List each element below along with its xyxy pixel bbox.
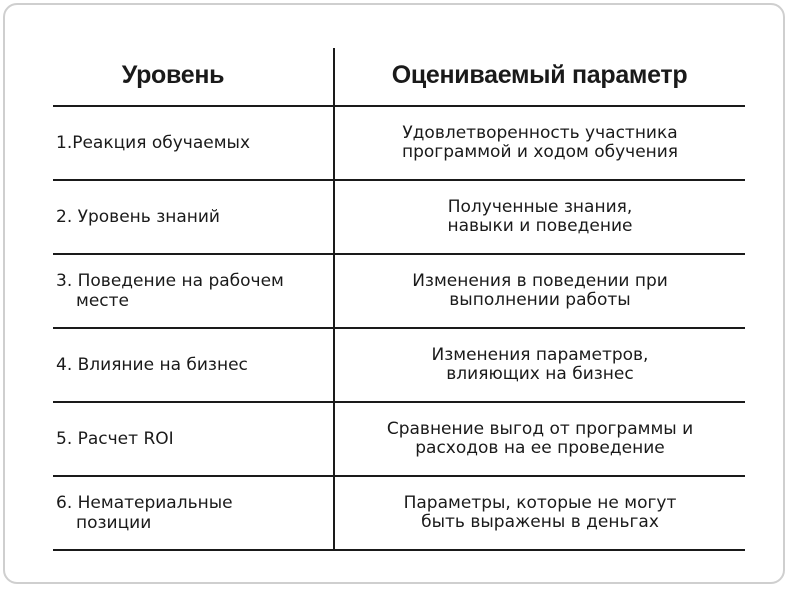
- level-text: 1.Реакция обучаемых: [56, 133, 251, 153]
- level-text: 2. Уровень знаний: [56, 207, 220, 227]
- level-cell: [56, 477, 326, 549]
- parameter-text: Параметры, которые не могут быть выражены в деньгах: [403, 493, 677, 532]
- header-parameter: Оцениваемый параметр: [391, 60, 688, 89]
- table-header: [53, 45, 745, 105]
- table-row: [53, 181, 745, 255]
- table-row: [53, 107, 745, 181]
- level-cell: [56, 181, 326, 253]
- parameter-text: Удовлетворенность участника программой и ходом обучения: [401, 123, 679, 162]
- table-body: [53, 107, 745, 551]
- level-text: 5. Расчет ROI: [56, 429, 174, 449]
- parameter-cell: [335, 477, 745, 549]
- parameter-cell: [335, 329, 745, 401]
- table-row: [53, 255, 745, 329]
- level-text: 4. Влияние на бизнес: [56, 355, 248, 375]
- row-divider: [53, 549, 745, 551]
- parameter-cell: [335, 403, 745, 475]
- level-cell: [56, 107, 326, 179]
- level-cell: [56, 329, 326, 401]
- table-row: [53, 477, 745, 551]
- parameter-cell: [335, 255, 745, 327]
- level-cell: [56, 403, 326, 475]
- level-cell: [56, 255, 326, 327]
- evaluation-table: [53, 45, 745, 553]
- level-text: 6. Нематериальные позиции: [56, 493, 233, 533]
- parameter-cell: [335, 107, 745, 179]
- table-row: [53, 329, 745, 403]
- parameter-text: Изменения параметров, влияющих на бизнес: [431, 345, 649, 384]
- card-frame: [3, 3, 785, 584]
- parameter-cell: [335, 181, 745, 253]
- level-text: 3. Поведение на рабочем месте: [56, 271, 284, 311]
- table-row: [53, 403, 745, 477]
- header-level: Уровень: [121, 60, 225, 89]
- parameter-text: Сравнение выгод от программы и расходов на ее проведение: [386, 419, 694, 458]
- parameter-text: Полученные знания, навыки и поведение: [447, 197, 633, 236]
- parameter-text: Изменения в поведении при выполнении работы: [412, 271, 668, 310]
